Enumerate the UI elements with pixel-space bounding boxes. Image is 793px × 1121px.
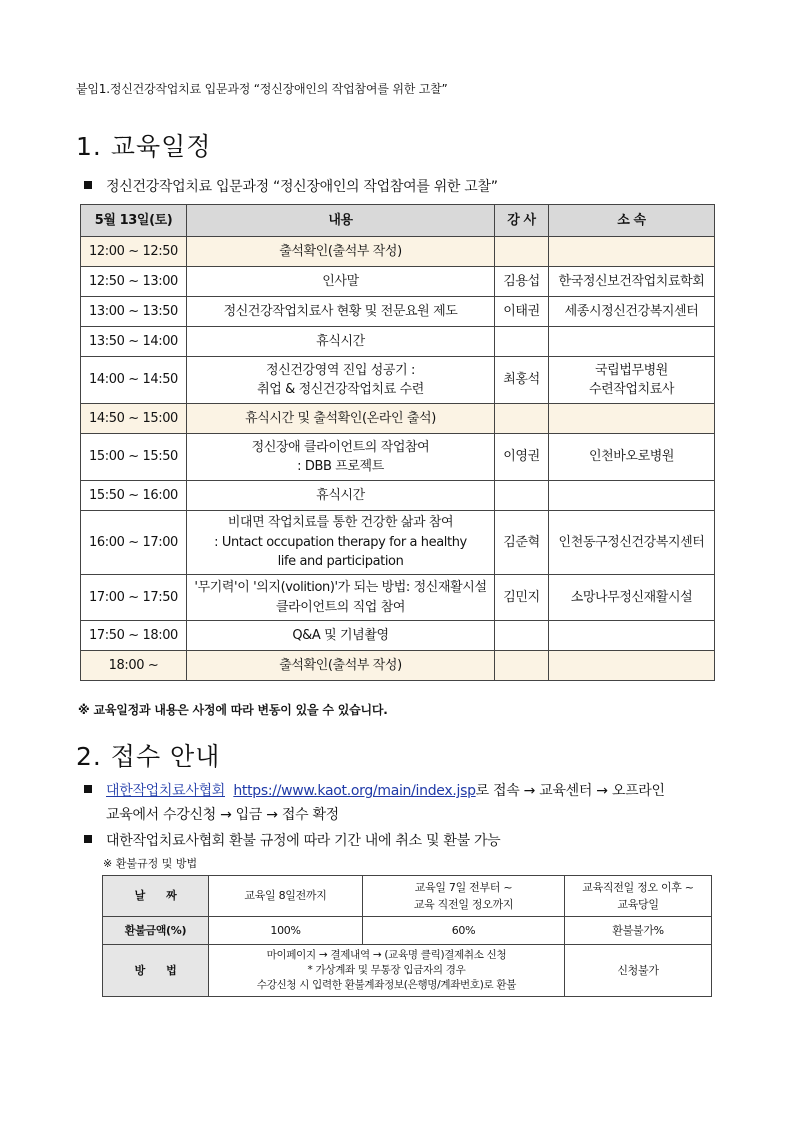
schedule-time: 16:00 ~ 17:00 [81, 511, 187, 575]
schedule-content-line: : Untact occupation therapy for a healthy [214, 534, 467, 550]
schedule-time: 15:50 ~ 16:00 [81, 481, 187, 511]
refund-date-line: 교육일 7일 전부터 ~ [414, 880, 513, 894]
schedule-content-line: 인사말 [322, 273, 359, 289]
schedule-speaker [495, 327, 549, 357]
refund-row-amount [103, 917, 712, 945]
schedule-content-line: '무기력'이 '의지(volition)'가 되는 방법: 정신재활시설 [194, 580, 487, 595]
schedule-speaker [495, 237, 549, 267]
schedule-org [549, 651, 715, 681]
schedule-time: 13:50 ~ 14:00 [81, 327, 187, 357]
kaot-url-link[interactable]: https://www.kaot.org/main/index.jsp [233, 783, 476, 799]
schedule-speaker: 최홍석 [495, 357, 549, 404]
refund-method-text [209, 945, 565, 997]
schedule-org-line: 소망나무정신재활시설 [570, 589, 693, 605]
schedule-time: 14:00 ~ 14:50 [81, 357, 187, 404]
refund-method-line: * 가상계좌 및 무통장 입금자의 경우 [307, 963, 466, 976]
schedule-content-line: 출석확인(출석부 작성) [279, 243, 402, 259]
schedule-org [549, 621, 715, 651]
schedule-time: 15:00 ~ 15:50 [81, 434, 187, 481]
schedule-row [81, 267, 715, 297]
schedule-content [187, 511, 495, 575]
schedule-time: 12:50 ~ 13:00 [81, 267, 187, 297]
schedule-content-line: 클라이언트의 직업 참여 [275, 599, 406, 615]
schedule-content-line: 정신건강영역 진입 성공기 : [266, 362, 415, 378]
schedule-time: 13:00 ~ 13:50 [81, 297, 187, 327]
schedule-header-row [81, 205, 715, 237]
schedule-content-line: 정신장애 클라이언트의 작업참여 [251, 439, 430, 455]
schedule-content [187, 327, 495, 357]
schedule-content [187, 297, 495, 327]
schedule-speaker: 김준혁 [495, 511, 549, 575]
header-date: 5월 13일(토) [81, 205, 187, 237]
section2-bullet1-line2: 교육에서 수강신청 → 입금 → 접수 확정 [106, 807, 339, 823]
schedule-org [549, 511, 715, 575]
schedule-row [81, 481, 715, 511]
schedule-org [549, 327, 715, 357]
schedule-note: ※ 교육일정과 내용은 사정에 따라 변동이 있을 수 있습니다. [78, 703, 388, 717]
schedule-row [81, 434, 715, 481]
schedule-time: 17:50 ~ 18:00 [81, 621, 187, 651]
schedule-content [187, 575, 495, 621]
schedule-org-line: 인천동구정신건강복지센터 [558, 534, 705, 550]
schedule-content [187, 621, 495, 651]
schedule-content-line: : DBB 프로젝트 [297, 459, 384, 474]
schedule-content-line: life and participation [277, 554, 404, 570]
schedule-speaker: 김민지 [495, 575, 549, 621]
refund-method-label: 방 법 [103, 945, 209, 997]
schedule-org [549, 357, 715, 404]
schedule-org-line: 인천바오로병원 [588, 449, 675, 465]
section1-heading: 1. 교육일정 [76, 132, 212, 161]
schedule-org [549, 434, 715, 481]
schedule-speaker: 이영권 [495, 434, 549, 481]
schedule-content-line: 비대면 작업치료를 통한 건강한 삶과 참여 [227, 515, 454, 531]
kaot-link[interactable]: 대한작업치료사협회 [106, 783, 226, 799]
schedule-org-line: 국립법무병원 [595, 362, 668, 378]
square-bullet-icon [84, 181, 92, 189]
schedule-org [549, 297, 715, 327]
schedule-content [187, 357, 495, 404]
schedule-row [81, 404, 715, 434]
schedule-content [187, 404, 495, 434]
schedule-time: 17:00 ~ 17:50 [81, 575, 187, 621]
header-content: 내용 [187, 205, 495, 237]
schedule-speaker [495, 404, 549, 434]
schedule-org-line: 수련작업치료사 [588, 382, 675, 397]
schedule-content-line: 휴식시간 [316, 487, 365, 503]
header-org: 소 속 [549, 205, 715, 237]
refund-method-line: 수강신청 시 입력한 환불계좌정보(은행명/계좌번호)로 환불 [256, 979, 517, 992]
attachment-title: 붙임1.정신건강작업치료 입문과정 “정신장애인의 작업참여를 위한 고찰” [76, 82, 448, 96]
schedule-content [187, 267, 495, 297]
schedule-row [81, 511, 715, 575]
section2-heading: 2. 접수 안내 [76, 742, 221, 771]
schedule-org [549, 575, 715, 621]
schedule-row [81, 575, 715, 621]
schedule-org [549, 404, 715, 434]
schedule-content-line: 휴식시간 [316, 333, 365, 349]
schedule-content-line: 취업 & 정신건강작업치료 수련 [257, 382, 424, 397]
refund-amount-1: 100% [209, 917, 363, 945]
schedule-org-line: 한국정신보건작업치료학회 [558, 273, 705, 289]
schedule-speaker [495, 651, 549, 681]
schedule-content-line: 휴식시간 및 출석확인(온라인 출석) [245, 410, 436, 426]
section1-bullet-text: 정신건강작업치료 입문과정 “정신장애인의 작업참여를 위한 고찰” [106, 179, 498, 195]
bullet1-rest: 로 접속 → 교육센터 → 오프라인 [475, 783, 665, 799]
refund-amount-2: 60% [363, 917, 565, 945]
schedule-content-line: 정신건강작업치료사 현황 및 전문요원 제도 [223, 303, 458, 319]
schedule-content-line: Q&A 및 기념촬영 [292, 627, 389, 643]
schedule-row [81, 621, 715, 651]
schedule-content [187, 434, 495, 481]
refund-date-2 [363, 876, 565, 917]
schedule-content-line: 출석확인(출석부 작성) [279, 657, 402, 673]
schedule-table [80, 204, 715, 681]
schedule-org [549, 267, 715, 297]
refund-row-method [103, 945, 712, 997]
square-bullet-icon [84, 785, 92, 793]
refund-method-line: 마이페이지 → 결제내역 → (교육명 클릭)결제취소 신청 [266, 948, 507, 961]
schedule-content [187, 651, 495, 681]
refund-date-3 [565, 876, 712, 917]
refund-date-1 [209, 876, 363, 917]
schedule-row [81, 651, 715, 681]
refund-table [102, 875, 712, 997]
schedule-speaker: 이태권 [495, 297, 549, 327]
refund-date-line: 교육직전일 정오 이후 ~ [582, 880, 694, 894]
refund-date-line: 교육일 8일전까지 [244, 889, 327, 903]
refund-note: ※ 환불규정 및 방법 [103, 857, 198, 870]
section1-bullet [84, 176, 498, 196]
schedule-row [81, 327, 715, 357]
refund-amount-3: 환불불가% [565, 917, 712, 945]
refund-row-date [103, 876, 712, 917]
refund-date-line: 교육 직전일 정오까지 [413, 898, 514, 911]
schedule-org-line: 세종시정신건강복지센터 [564, 303, 699, 319]
schedule-org [549, 237, 715, 267]
schedule-time: 14:50 ~ 15:00 [81, 404, 187, 434]
refund-date-line: 교육당일 [617, 898, 659, 911]
schedule-speaker [495, 621, 549, 651]
schedule-row [81, 237, 715, 267]
refund-amount-label: 환불금액(%) [103, 917, 209, 945]
schedule-speaker [495, 481, 549, 511]
schedule-time: 18:00 ~ [81, 651, 187, 681]
section2-bullet2-text: 대한작업치료사협회 환불 규정에 따라 기간 내에 취소 및 환불 가능 [106, 833, 501, 849]
refund-method-last: 신청불가 [565, 945, 712, 997]
schedule-row [81, 357, 715, 404]
schedule-time: 12:00 ~ 12:50 [81, 237, 187, 267]
schedule-speaker: 김용섭 [495, 267, 549, 297]
square-bullet-icon [84, 835, 92, 843]
header-speaker: 강 사 [495, 205, 549, 237]
schedule-row [81, 297, 715, 327]
refund-date-label: 날 짜 [103, 876, 209, 917]
section2-bullet1 [84, 781, 665, 802]
schedule-org [549, 481, 715, 511]
schedule-content [187, 237, 495, 267]
schedule-content [187, 481, 495, 511]
section2-bullet2 [84, 830, 500, 850]
